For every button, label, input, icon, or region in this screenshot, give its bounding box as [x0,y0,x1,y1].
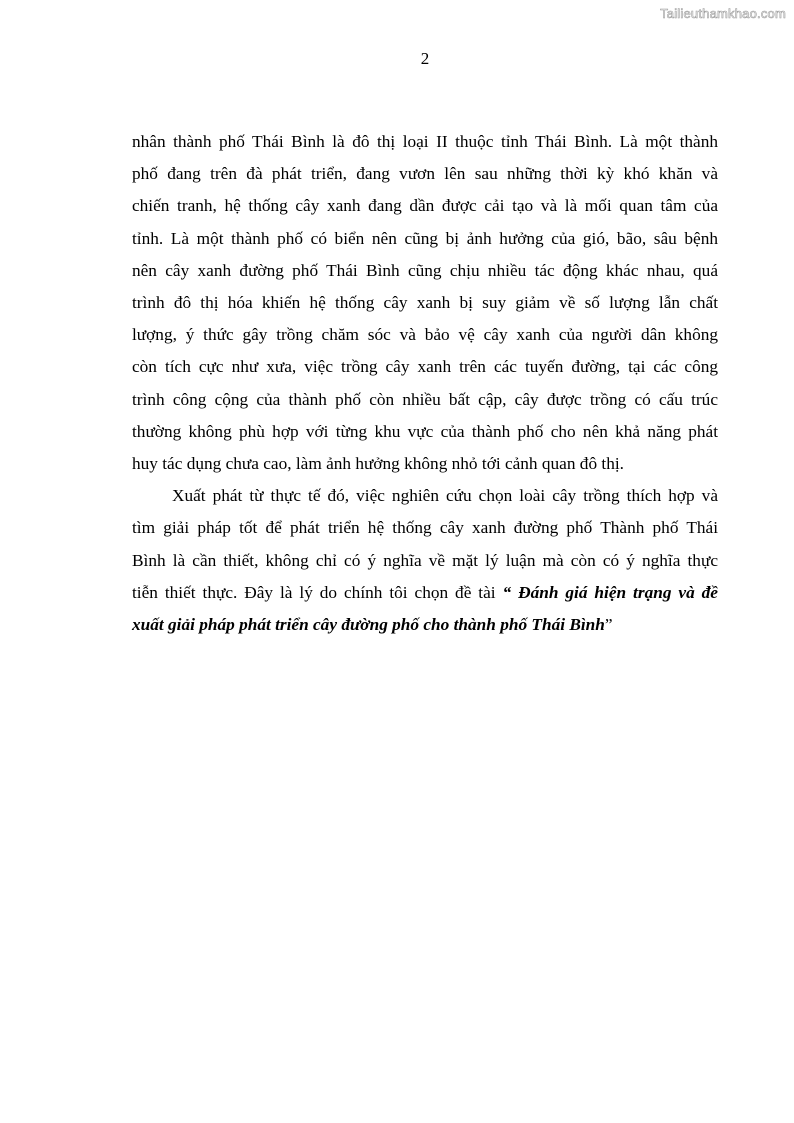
body-text [132,126,718,641]
page-number: 2 [420,49,430,68]
paragraph-line [132,609,718,641]
paragraph-line: tỉnh. Là một thành phố có biển nên cũng bị ảnh hưởng của gió, bão, sâu bệnh [132,228,718,248]
paragraph-line: thường không phù hợp với từng khu vực của thành phố cho nên khả năng phát [132,421,718,441]
paragraph-line: trình đô thị hóa khiến hệ thống cây xanh bị suy giảm về số lượng lẫn chất [132,293,718,313]
paragraph-line: còn tích cực như xưa, việc trồng cây xanh trên các tuyến đường, tại các công [132,357,718,377]
paragraph-line: Xuất phát từ thực tế đó, việc nghiên cứu chọn loài cây trồng thích hợp và [172,486,718,506]
paragraph-line: chiến tranh, hệ thống cây xanh đang dần được cải tạo và là mối quan tâm của [132,196,718,216]
thesis-title: “ Đánh giá hiện trạng và đề [502,582,718,602]
paragraph-line: tìm giải pháp tốt để phát triển hệ thống cây xanh đường phố Thành phố Thái [132,518,718,538]
paragraph-line: phố đang trên đà phát triển, đang vươn lên sau những thời kỳ khó khăn và [132,164,718,184]
line-text: tiễn thiết thực. Đây là lý do chính tôi chọn đề tài [132,582,503,602]
paragraph-line: huy tác dụng chưa cao, làm ảnh hưởng không nhỏ tới cảnh quan đô thị. [132,454,624,474]
paragraph-line: nhân thành phố Thái Bình là đô thị loại II thuộc tỉnh Thái Bình. Là một thành [132,132,718,151]
paragraph-line: trình công cộng của thành phố còn nhiều bất cập, cây được trồng có cấu trúc [132,389,718,409]
paragraph-1 [132,126,718,480]
paragraph-line: nên cây xanh đường phố Thái Bình cũng chịu nhiều tác động khác nhau, quá [132,260,718,280]
paragraph-line: lượng, ý thức gây trồng chăm sóc và bảo vệ cây xanh của người dân không [132,325,718,345]
watermark: Tailieuthamkhao.com [660,6,786,21]
closing-quote: ” [604,615,613,635]
paragraph-line: Bình là cần thiết, không chỉ có ý nghĩa về mặt lý luận mà còn có ý nghĩa thực [132,550,718,570]
paragraph-line [132,577,718,609]
paragraph-2 [132,480,718,641]
thesis-title-continued: xuất giải pháp phát triển cây đường phố cho thành phố Thái Bình [132,615,605,635]
